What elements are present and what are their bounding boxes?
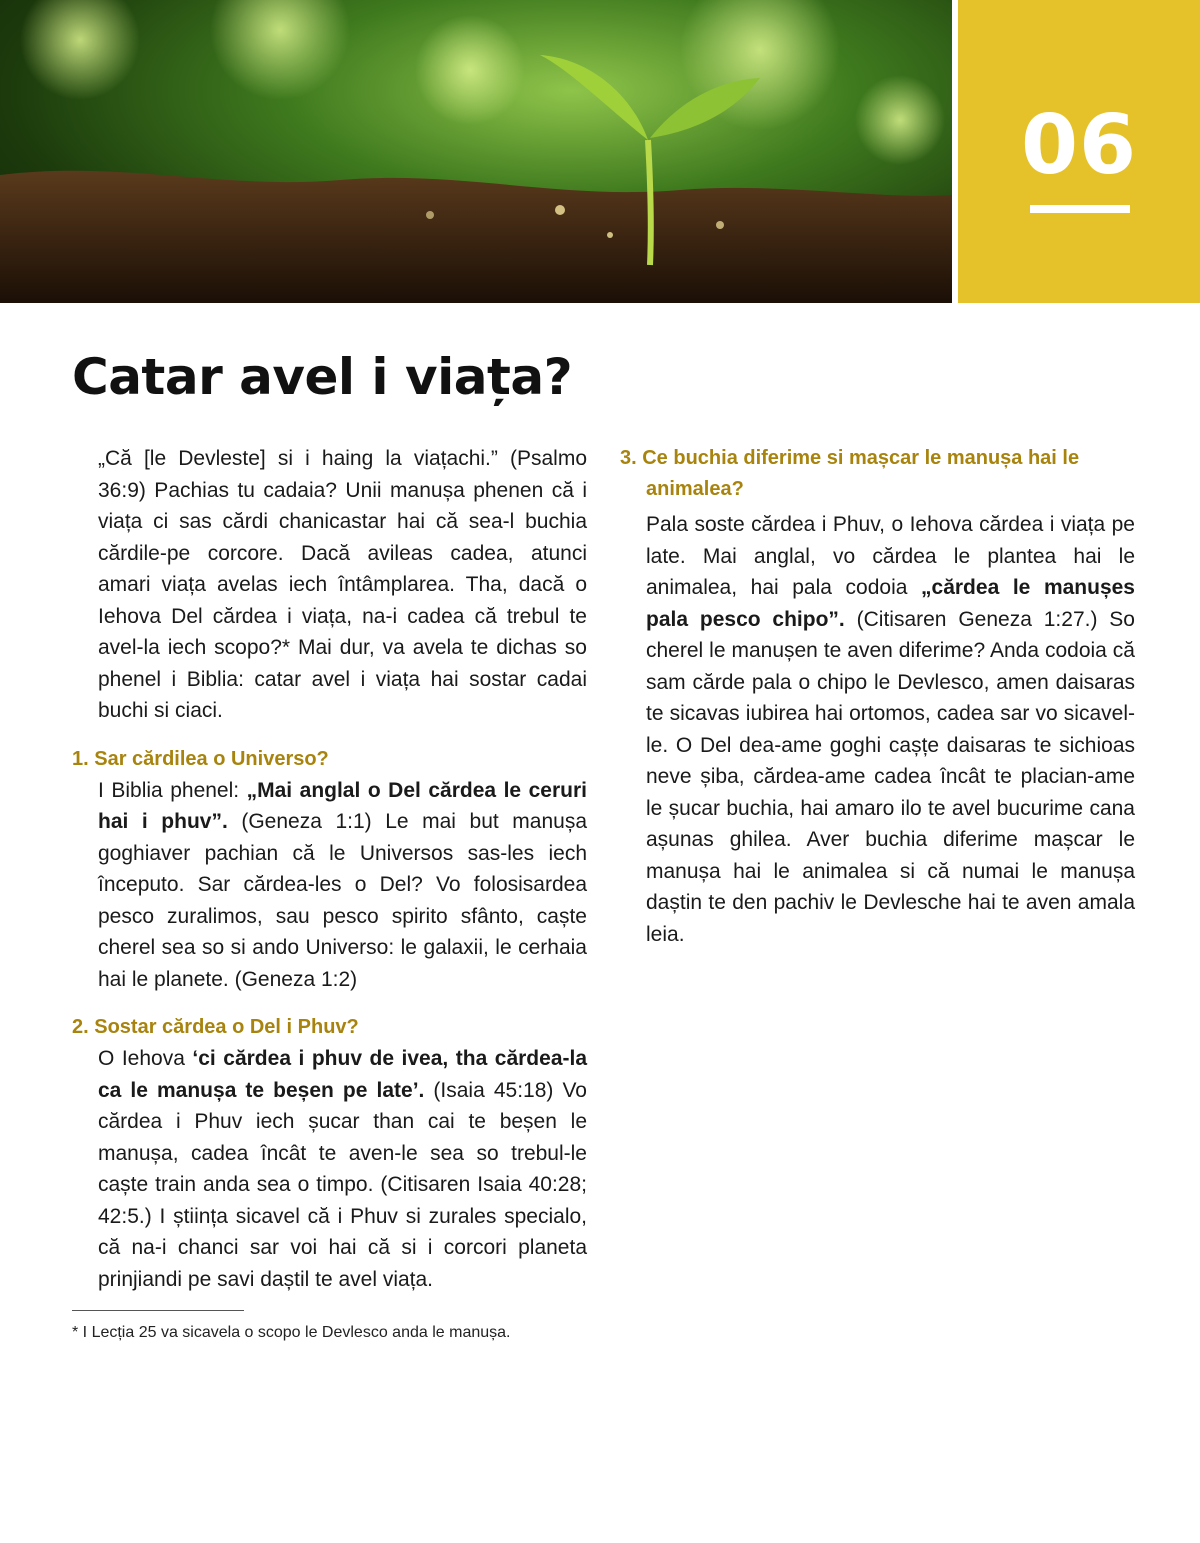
hero-image [0,0,952,303]
question-2-heading: 2. Sostar cărdea o Del i Phuv? [72,1016,359,1038]
question-3-text-cont: (Citisaren Geneza 1:27.) So cherel le manușen te aven diferime? Anda codoia că sam cărde pala o chipo le Devlesco, amen daisaras te sicavas iubirea hai ortomos, cadea sar vo sicavel-le. O Del dea-ame goghi cașțe daisaras te sichioas neve șiba, cărdea-ame cadea încât te placian-ame le șucar buchia, hai amaro ilo te avel bucurime cana așunas ghilea. Aver buchia diferime mașcar le manușa hai le animalea si că numai le manușa daștin te den pachiv le Devlesche hai te aven amala leia. [646,607,1135,946]
lesson-badge [958,0,1200,303]
intro-paragraph: „Că [le Devleste] si i haing la viațachi.” (Psalmo 36:9) Pachias tu cadaia? Unii manușa phenen că i viața ci sas cărdi chanicastar hai că sea-l buchia cărdile-pe corcore. Dacă avileas cadea, atunci amari viața avelas iech întâmplarea. Tha, dacă o Iehova Del cărdea i viața, na-i cadea că trebul te avel-la iech scopo?* Mai dur, va avela te dichas so phenel i Biblia: catar avel i viața hai sostar cadai buchi si ciaci. [98,447,587,722]
question-3-body [620,509,1135,950]
footnote-divider [72,1310,244,1311]
right-column [620,443,1135,950]
question-1-heading: 1. Sar cărdilea o Universo? [72,747,329,770]
badge-underline [1030,205,1130,213]
question-3-quote: „cărdea le manușes pala pesco chipo”. [646,576,1135,631]
lesson-number: 06 [1020,98,1138,193]
question-1-body [72,775,587,996]
question-3-heading: 3. Ce buchia diferime si mașcar le manușa hai le animalea? [620,447,1080,500]
question-1-text: I Biblia phenel: [98,778,247,802]
page-title: Catar avel i viața? [72,348,573,406]
question-3-text: Pala soste cărdea i Phuv, o Iehova cărdea i viața pe late. Mai anglal, vo cărdea le plantea hai le animalea, hai pala codoia [646,513,1135,599]
question-2-quote: ‘ci cărdea i phuv de ivea, tha cărdea-la ca le manușa te beșen pe late’. [98,1047,588,1102]
question-1-quote: „Mai anglal o Del cărdea le ceruri hai i phuv”. [98,778,587,833]
footnote: * I Lecția 25 va sicavela o scopo le Devlesco anda le manușa. [72,1324,511,1341]
question-1-text-cont: (Geneza 1:1) Le mai but manușa goghiaver pachian că le Universos sas-les iech începuto. Sar cărdea-les o Del? Vo folosisardea pesco zuralimos, sau pesco spirito sfânto, caște cherel sea so si ando Universo: le galaxii, le cerhaia hai le planete. (Geneza 1:2) [98,810,587,991]
question-2-text: O Iehova [98,1047,193,1070]
question-2-body [72,1043,587,1295]
left-column [72,443,587,1295]
seedling-illustration [0,0,952,303]
question-2-text-cont: (Isaia 45:18) Vo cărdea i Phuv iech șucar than cai te beșen le manușa, cadea încât te aven-le sea so trebul-le caște train anda sea o timpo. (Citisaren Isaia 40:28; 42:5.) I știința sicavel că i Phuv si zurales specialo, că na-i chanci sar voi hai că si i corcori planeta prinjiandi pe savi daștil te avel viața. [98,1078,587,1291]
